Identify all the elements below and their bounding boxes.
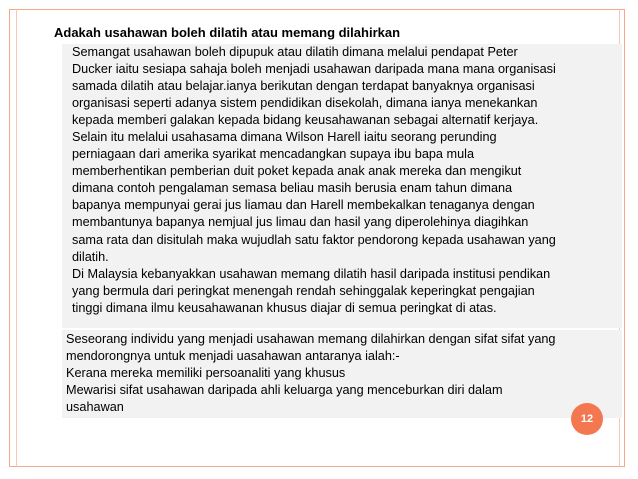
text-line: Kerana mereka memiliki persoanaliti yang khusus <box>66 366 346 381</box>
text-line: perniagaan dari amerika syarikat mencadangkan supaya ibu bapa mula <box>72 147 475 162</box>
text-line: Selain itu melalui usahasama dimana Wilson Harell iaitu seorang perunding <box>72 130 497 145</box>
text-line: Di Malaysia kebanyakkan usahawan memang dilatih hasil daripada institusi pendikan <box>72 266 551 281</box>
text-line: memberhentikan pemberian duit poket kepada anak anak mereka dan mengikut <box>72 164 522 179</box>
text-line: samada dilatih atau belajar.ianya berikutan dengan terdapat banyaknya organisasi <box>72 79 535 94</box>
text-line: Mewarisi sifat usahawan daripada ahli keluarga yang menceburkan diri dalam <box>66 383 503 398</box>
text-line: dimana contoh pengalaman semasa beliau masih berusia enam tahun dimana <box>72 181 513 196</box>
text-line: bapanya mempunyai gerai jus liamau dan Harell membekalkan tenaganya dengan <box>72 198 535 213</box>
text-line: Ducker iaitu sesiapa sahaja boleh menjadi usahawan daripada mana mana organisasi <box>72 62 556 77</box>
text-line: dilatih. <box>72 249 109 264</box>
text-line: sama rata dan disitulah maka wujudlah satu faktor pendorong kepada usahawan yang <box>72 232 556 247</box>
text-line: organisasi seperti adanya sistem pendidikan disekolah, dimana ianya menekankan <box>72 96 538 111</box>
slide-title: Adakah usahawan boleh dilatih atau memang dilahirkan <box>54 25 401 40</box>
paragraph-trained <box>72 44 620 317</box>
text-line: mendorongnya untuk menjadi uasahawan antaranya ialah:- <box>66 349 400 364</box>
text-line: Seseorang individu yang menjadi usahawan memang dilahirkan dengan sifat sifat yang <box>66 332 556 346</box>
page-number-badge: 12 <box>571 403 603 435</box>
text-line: usahawan <box>66 400 124 415</box>
text-line: kepada memberi galakan kepada bidang keusahawanan sebagai alternatif kerjaya. <box>72 113 539 128</box>
text-line: Semangat usahawan boleh dipupuk atau dilatih dimana melalui pendapat Peter <box>72 45 518 59</box>
frame-left-rule <box>16 9 17 467</box>
text-line: tinggi dimana ilmu keusahawanan khusus diajar di semua peringkat di atas. <box>72 300 497 315</box>
text-line: yang bermula dari peringkat menengah rendah sehinggalak keperingkat pengajian <box>72 283 535 298</box>
paragraph-born <box>66 331 614 416</box>
text-line: membantunya bapanya nemjual jus limau dan hasil yang diperolehinya diagihkan <box>72 215 529 230</box>
